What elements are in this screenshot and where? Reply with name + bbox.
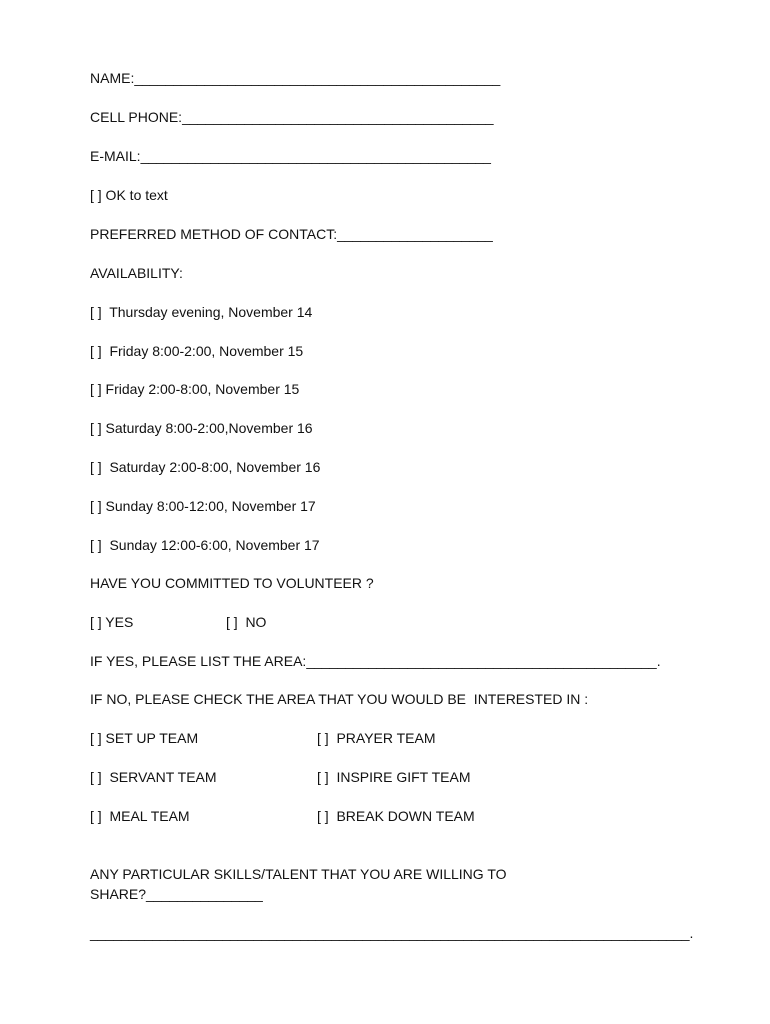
availability-option[interactable]: [ ] Sunday 12:00-6:00, November 17 <box>90 537 320 553</box>
team-checkbox-break-down[interactable]: [ ] BREAK DOWN TEAM <box>317 808 475 824</box>
ok-to-text-checkbox[interactable]: [ ] OK to text <box>90 187 168 203</box>
availability-option[interactable]: [ ] Sunday 8:00-12:00, November 17 <box>90 498 316 514</box>
skills-question-line1: ANY PARTICULAR SKILLS/TALENT THAT YOU ARE WILLING TO <box>90 866 507 882</box>
cell-phone-field[interactable]: CELL PHONE:________________________________________ <box>90 109 494 125</box>
availability-option[interactable]: [ ] Thursday evening, November 14 <box>90 304 313 320</box>
team-checkbox-servant[interactable]: [ ] SERVANT TEAM <box>90 769 217 785</box>
if-yes-area-field[interactable]: IF YES, PLEASE LIST THE AREA:_____________________________________________. <box>90 653 661 669</box>
availability-heading: AVAILABILITY: <box>90 265 183 281</box>
team-checkbox-meal[interactable]: [ ] MEAL TEAM <box>90 808 190 824</box>
availability-option[interactable]: [ ] Friday 2:00-8:00, November 15 <box>90 381 300 397</box>
availability-option[interactable]: [ ] Saturday 8:00-2:00,November 16 <box>90 420 313 436</box>
name-field[interactable]: NAME:_______________________________________________ <box>90 70 501 86</box>
skills-continuation-field[interactable]: _____________________________________________________________________________. <box>90 925 694 941</box>
preferred-contact-field[interactable]: PREFERRED METHOD OF CONTACT:____________________ <box>90 226 493 242</box>
if-no-heading: IF NO, PLEASE CHECK THE AREA THAT YOU WOULD BE INTERESTED IN : <box>90 691 589 707</box>
team-checkbox-set-up[interactable]: [ ] SET UP TEAM <box>90 730 199 746</box>
yes-checkbox[interactable]: [ ] YES <box>90 614 134 630</box>
skills-field[interactable]: SHARE?_______________ <box>90 886 263 902</box>
email-field[interactable]: E-MAIL:_____________________________________________ <box>90 148 491 164</box>
no-checkbox[interactable]: [ ] NO <box>226 614 267 630</box>
availability-option[interactable]: [ ] Saturday 2:00-8:00, November 16 <box>90 459 321 475</box>
team-checkbox-prayer[interactable]: [ ] PRAYER TEAM <box>317 730 436 746</box>
committed-question: HAVE YOU COMMITTED TO VOLUNTEER ? <box>90 575 374 591</box>
team-checkbox-inspire-gift[interactable]: [ ] INSPIRE GIFT TEAM <box>317 769 471 785</box>
availability-option[interactable]: [ ] Friday 8:00-2:00, November 15 <box>90 343 304 359</box>
